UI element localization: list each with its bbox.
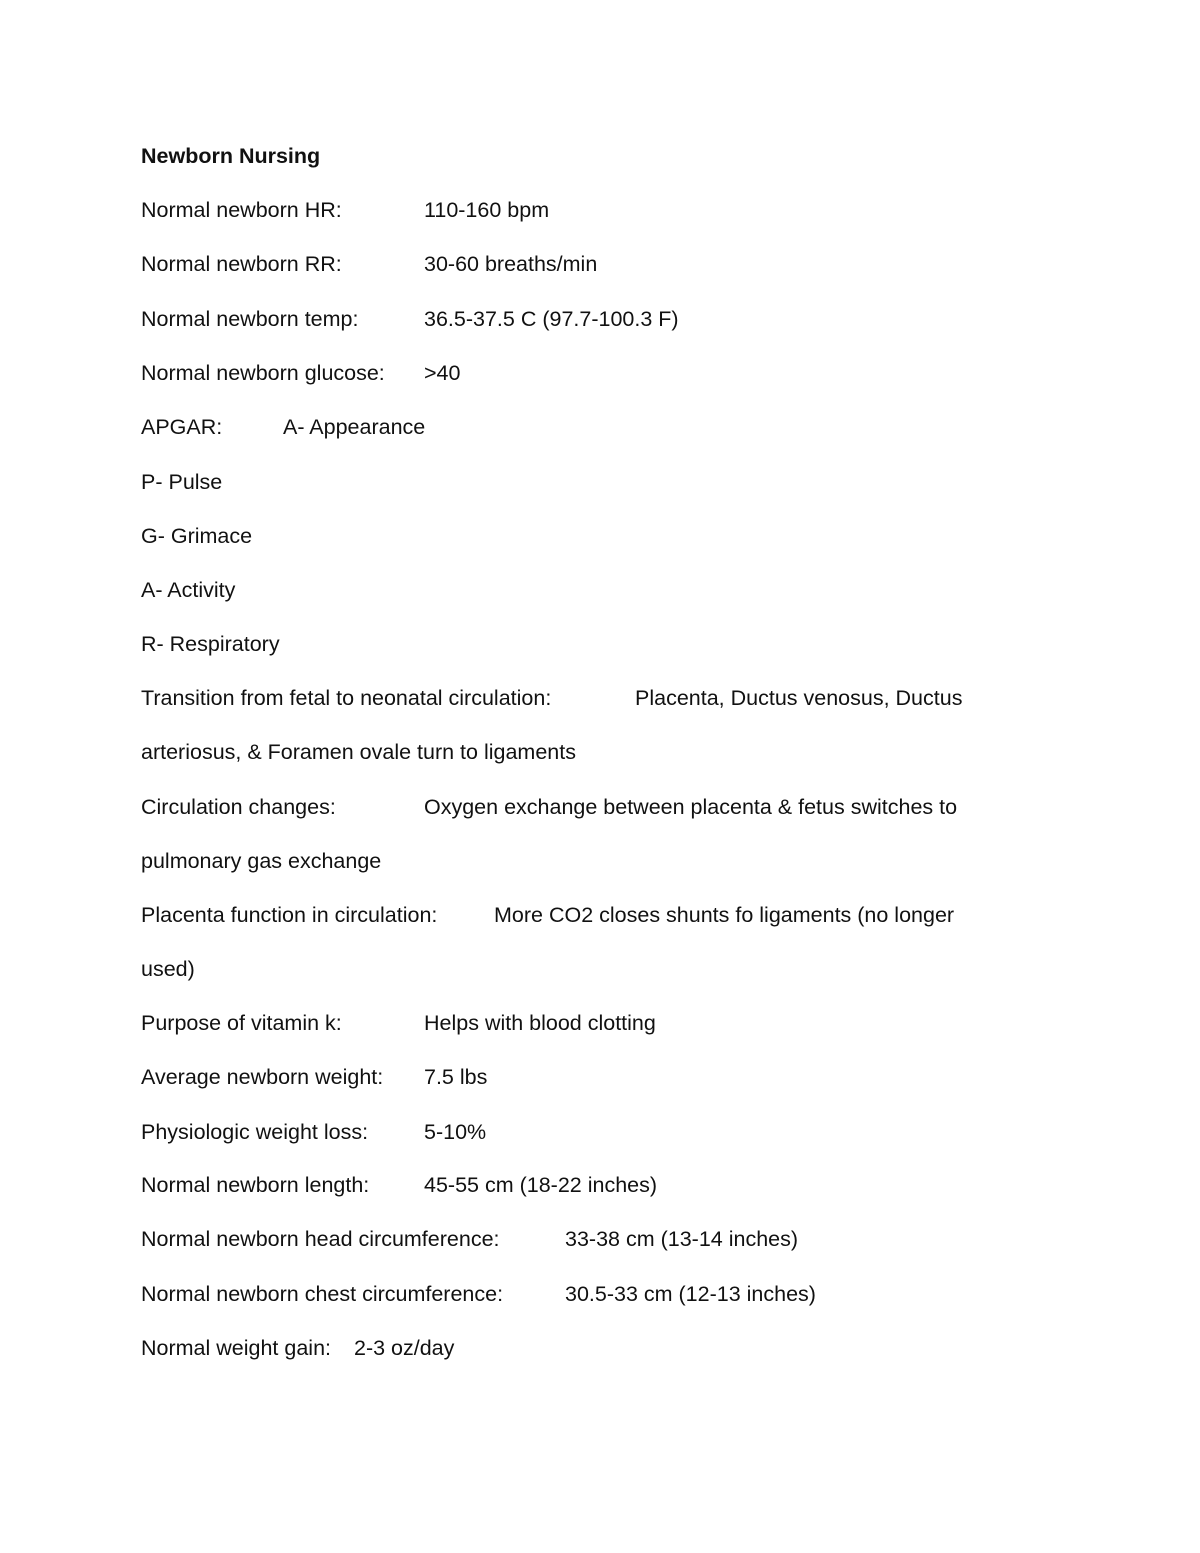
vitamin-k-label: Purpose of vitamin k: bbox=[141, 1011, 342, 1035]
transition-row bbox=[141, 685, 963, 711]
placenta-value: More CO2 closes shunts fo ligaments (no longer bbox=[494, 903, 955, 927]
head-circumference-value: 33-38 cm (13-14 inches) bbox=[565, 1227, 799, 1251]
circulation-value: Oxygen exchange between placenta & fetus switches to bbox=[424, 795, 958, 819]
apgar-label: APGAR: bbox=[141, 415, 223, 439]
placenta-continuation: used) bbox=[141, 957, 195, 981]
head-circumference-row bbox=[141, 1226, 799, 1252]
weight-label: Average newborn weight: bbox=[141, 1065, 384, 1089]
chest-circumference-row bbox=[141, 1281, 816, 1307]
weight-loss-value: 5-10% bbox=[424, 1120, 487, 1144]
apgar-item-pulse: P- Pulse bbox=[141, 470, 223, 494]
glucose-label: Normal newborn glucose: bbox=[141, 361, 385, 385]
weight-row bbox=[141, 1064, 488, 1090]
circulation-row bbox=[141, 794, 958, 820]
rr-label: Normal newborn RR: bbox=[141, 252, 342, 276]
circulation-continuation: pulmonary gas exchange bbox=[141, 849, 382, 873]
length-label: Normal newborn length: bbox=[141, 1173, 370, 1197]
temp-label: Normal newborn temp: bbox=[141, 307, 359, 331]
vitamin-k-value: Helps with blood clotting bbox=[424, 1011, 656, 1035]
placenta-label: Placenta function in circulation: bbox=[141, 903, 438, 927]
circulation-label: Circulation changes: bbox=[141, 795, 336, 819]
transition-value: Placenta, Ductus venosus, Ductus bbox=[635, 686, 963, 710]
temp-value: 36.5-37.5 C (97.7-100.3 F) bbox=[424, 307, 679, 331]
weight-gain-value: 2-3 oz/day bbox=[354, 1336, 455, 1360]
placenta-row bbox=[141, 902, 955, 928]
weight-loss-label: Physiologic weight loss: bbox=[141, 1120, 369, 1144]
weight-gain-label: Normal weight gain: bbox=[141, 1336, 332, 1360]
hr-row bbox=[141, 197, 550, 223]
transition-continuation: arteriosus, & Foramen ovale turn to ligaments bbox=[141, 740, 576, 764]
apgar-item-activity: A- Activity bbox=[141, 578, 236, 602]
temp-row bbox=[141, 306, 679, 332]
weight-value: 7.5 lbs bbox=[424, 1065, 488, 1089]
glucose-value: >40 bbox=[424, 361, 461, 385]
hr-label: Normal newborn HR: bbox=[141, 198, 342, 222]
apgar-item-grimace: G- Grimace bbox=[141, 524, 253, 548]
apgar-row bbox=[141, 414, 426, 440]
chest-circumference-value: 30.5-33 cm (12-13 inches) bbox=[565, 1282, 816, 1306]
length-value: 45-55 cm (18-22 inches) bbox=[424, 1173, 658, 1197]
apgar-item-respiratory: R- Respiratory bbox=[141, 632, 280, 656]
weight-gain-row bbox=[141, 1335, 455, 1361]
weight-loss-row bbox=[141, 1119, 487, 1145]
rr-value: 30-60 breaths/min bbox=[424, 252, 598, 276]
rr-row bbox=[141, 251, 598, 277]
length-row bbox=[141, 1172, 658, 1198]
hr-value: 110-160 bpm bbox=[424, 198, 550, 222]
vitamin-k-row bbox=[141, 1010, 656, 1036]
head-circumference-label: Normal newborn head circumference: bbox=[141, 1227, 500, 1251]
glucose-row bbox=[141, 360, 461, 386]
chest-circumference-label: Normal newborn chest circumference: bbox=[141, 1282, 504, 1306]
apgar-value: A- Appearance bbox=[283, 415, 426, 439]
transition-label: Transition from fetal to neonatal circulation: bbox=[141, 686, 552, 710]
document-title: Newborn Nursing bbox=[141, 144, 321, 168]
